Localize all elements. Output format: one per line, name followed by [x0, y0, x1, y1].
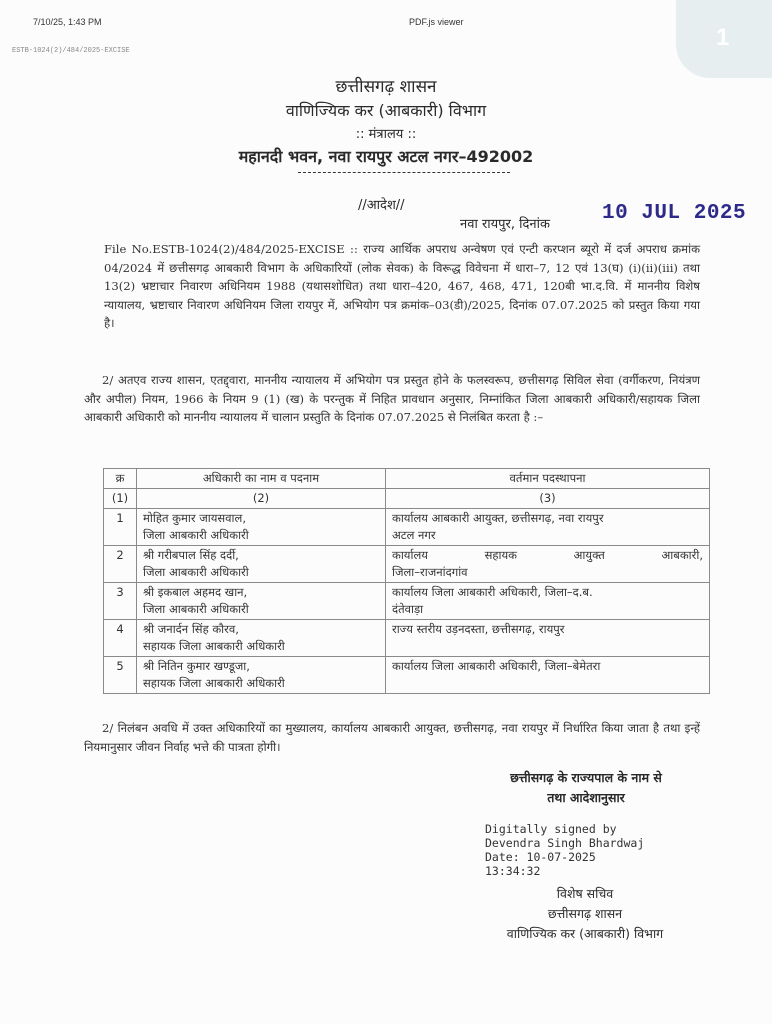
table-row: [104, 583, 710, 620]
row-num: 4: [104, 620, 137, 657]
row-officer: [137, 546, 386, 583]
row-officer: [137, 583, 386, 620]
row-posting: [386, 583, 710, 620]
page-number-badge: [676, 0, 772, 78]
posting-line: दंतेवाड़ा: [392, 602, 424, 616]
header-ministry: :: मंत्रालय ::: [355, 127, 417, 142]
row-officer: [137, 620, 386, 657]
col-sub-posting: (3): [386, 489, 710, 509]
header-address: महानदी भवन, नवा रायपुर अटल नगर–492002: [238, 147, 534, 166]
row-posting: [386, 509, 710, 546]
officer-dept: वाणिज्यिक कर (आबकारी) विभाग: [506, 926, 664, 941]
paragraph-1: File No.ESTB-1024(2)/484/2025-EXCISE :: राज्य आर्थिक अपराध अन्वेषण एवं एन्टी करप्शन ब्यूरो में दर्ज अपराध क्रमांक 04/2024 में छत्तीसगढ़ आबकारी विभाग के अधिकारियों (लोक सेवक) के विरूद्ध विवेचना में धारा–7, 12 एवं 13(घ) (i)(ii)(iii) तथा 13(2) भ्रष्टाचार निवारण अधिनियम 1988 (यथासशोधित) तथा धारा–420, 467, 468, 471, 120बी भा.द.वि. में माननीय विशेष न्यायालय, भ्रष्टाचार निवारण अधिनियम जिला रायपुर में, अभियोग पत्र क्रमांक–03(डी)/2025, दिनांक 07.07.2025 को प्रस्तुत किया गया है।: [104, 242, 700, 330]
row-officer: [137, 657, 386, 694]
col-header-num: क्र: [104, 469, 137, 489]
posting-line: कार्यालय जिला आबकारी अधिकारी, जिला–बेमेतरा: [392, 659, 601, 673]
officer-designation: सहायक जिला आबकारी अधिकारी: [143, 676, 285, 690]
posting-line: अटल नगर: [392, 528, 436, 542]
file-code: ESTB-1024(2)/484/2025-EXCISE: [12, 47, 130, 55]
posting-line: जिला–राजनांदगांव: [392, 565, 468, 579]
officer-govt: छत्तीसगढ़ शासन: [547, 906, 623, 921]
header-divider: [298, 172, 510, 173]
authority-line: [456, 768, 716, 808]
table-row: [104, 657, 710, 694]
order-title: //आदेश//: [358, 198, 405, 213]
officers-table: [103, 468, 710, 694]
digital-signature-date: Date: 10-07-2025: [485, 850, 596, 864]
digital-signature-time: 13:34:32: [485, 864, 541, 878]
row-num: 3: [104, 583, 137, 620]
print-timestamp: 7/10/25, 1:43 PM: [33, 17, 102, 27]
authority-line-2: तथा आदेशानुसार: [547, 790, 625, 805]
posting-line: राज्य स्तरीय उड़नदस्ता, छत्तीसगढ़, रायपुर: [392, 622, 565, 636]
digital-signature-line: Digitally signed by: [485, 822, 617, 836]
place-date-label: नवा रायपुर, दिनांक: [460, 217, 550, 232]
officer-name: श्री इकबाल अहमद खान,: [143, 585, 248, 599]
posting-line: कार्यालय आबकारी आयुक्त, छत्तीसगढ़, नवा रायपुर: [392, 511, 604, 525]
officer-name: मोहित कुमार जायसवाल,: [143, 511, 246, 525]
col-sub-name: (2): [137, 489, 386, 509]
paragraph-3: 2/ निलंबन अवधि में उक्त अधिकारियों का मुख्यालय, कार्यालय आबकारी आयुक्त, छत्तीसगढ़, नवा रायपुर में निर्धारित किया जाता है तथा इन्हें नियमानुसार जीवन निर्वाह भत्ते की पात्रता होगी।: [84, 721, 700, 754]
col-header-posting: वर्तमान पदस्थापना: [386, 469, 710, 489]
col-header-name: अधिकारी का नाम व पदनाम: [137, 469, 386, 489]
table-row: [104, 620, 710, 657]
authority-line-1: छत्तीसगढ़ के राज्यपाल के नाम से: [510, 770, 662, 785]
officer-designation: जिला आबकारी अधिकारी: [143, 565, 249, 579]
officer-block: [460, 884, 710, 944]
officer-designation: जिला आबकारी अधिकारी: [143, 528, 249, 542]
table-row: [104, 509, 710, 546]
officer-name: श्री जनार्दन सिंह कौरव,: [143, 622, 239, 636]
row-num: 5: [104, 657, 137, 694]
digital-signature-name: Devendra Singh Bhardwaj: [485, 836, 645, 850]
posting-line: कार्यालय जिला आबकारी अधिकारी, जिला–द.ब.: [392, 585, 593, 599]
officer-name: श्री नितिन कुमार खण्डूजा,: [143, 659, 250, 673]
table-row: [104, 546, 710, 583]
table-header-row: [104, 469, 710, 489]
posting-line: कार्यालय सहायक आयुक्त आबकारी,: [392, 548, 703, 562]
officer-designation: जिला आबकारी अधिकारी: [143, 602, 249, 616]
col-sub-num: (1): [104, 489, 137, 509]
row-posting: [386, 620, 710, 657]
row-num: 1: [104, 509, 137, 546]
table-subheader-row: [104, 489, 710, 509]
page-number: 1: [716, 24, 730, 51]
officer-name: श्री गरीबपाल सिंह दर्दी,: [143, 548, 239, 562]
row-officer: [137, 509, 386, 546]
digital-signature: [485, 822, 644, 878]
row-num: 2: [104, 546, 137, 583]
row-posting: [386, 546, 710, 583]
row-posting: [386, 657, 710, 694]
officer-designation: सहायक जिला आबकारी अधिकारी: [143, 639, 285, 653]
paragraph-2: 2/ अतएव राज्य शासन, एतद्द्वारा, माननीय न्यायालय में अभियोग पत्र प्रस्तुत होने के फलस्वरूप, छत्तीसगढ़ सिविल सेवा (वर्गीकरण, नियंत्रण और अपील) नियम, 1966 के नियम 9 (1) (ख) के परन्तुक में निहित प्रावधान अनुसार, निम्नांकित जिला आबकारी अधिकारी/सहायक जिला आबकारी अधिकारी को माननीय न्यायालय में चालान प्रस्तुति के दिनांक 07.07.2025 से निलंबित करता है :–: [84, 373, 700, 424]
header-govt: छत्तीसगढ़ शासन: [335, 77, 437, 97]
header-dept: वाणिज्यिक कर (आबकारी) विभाग: [285, 101, 487, 120]
date-stamp: 10 JUL 2025: [602, 202, 747, 225]
officer-title: विशेष सचिव: [556, 886, 614, 901]
viewer-title: PDF.js viewer: [409, 17, 464, 27]
